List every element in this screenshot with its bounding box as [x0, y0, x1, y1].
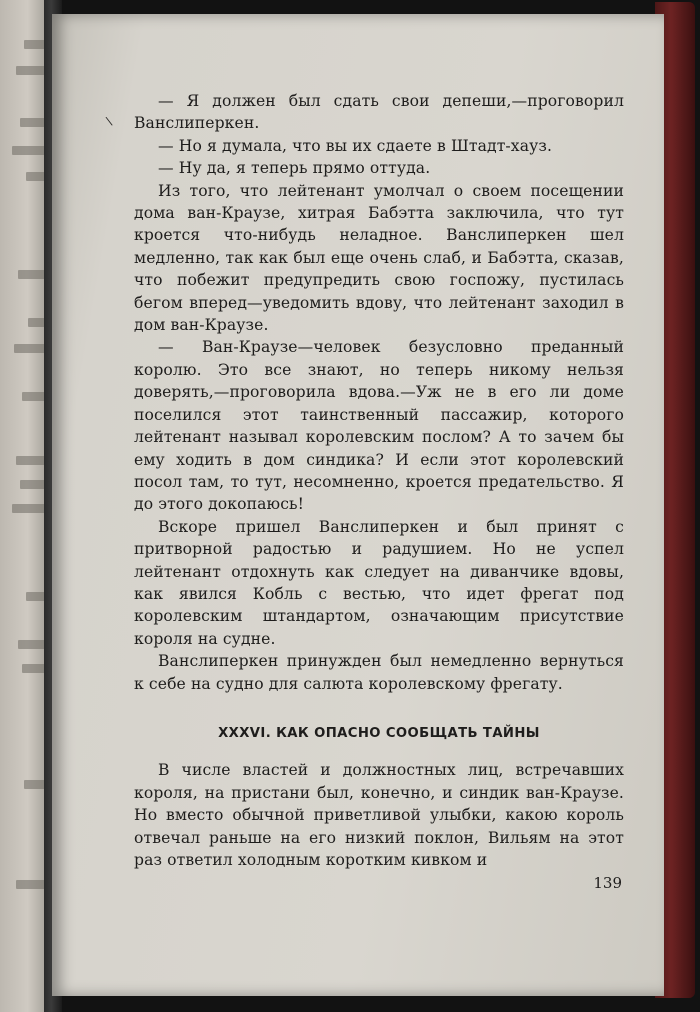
- paragraph: Из того, что лейтенант умолчал о своем посещении дома ван-Краузе, хитрая Бабэтта заключила, что тут кроется что-нибудь неладное. Ванслиперкен шел медленно, так как был еще очень слаб, и Бабэтта, сказав, что побежит предупредить свою госпожу, пустилась бегом вперед—уведомить вдову, что лейтенант заходил в дом ван-Краузе.: [134, 181, 624, 335]
- pencil-tick-mark: \: [104, 113, 114, 129]
- book-page: [52, 14, 664, 996]
- page-number: 139: [593, 874, 622, 892]
- paragraph: — Я должен был сдать свои депеши,—проговорил Ванслиперкен.: [134, 92, 624, 133]
- paragraph: — Ну да, я теперь прямо оттуда.: [158, 159, 431, 178]
- page-text: [134, 90, 624, 871]
- paragraph: — Но я думала, что вы их сдаете в Штадт-хауз.: [158, 136, 553, 155]
- chapter-heading: XXXVI. КАК ОПАСНО СООБЩАТЬ ТАЙНЫ: [218, 725, 540, 741]
- paragraph: Ванслиперкен принужден был немедленно вернуться к себе на судно для салюта королевскому фрегату.: [134, 652, 624, 693]
- paragraph: — Ван-Краузе—человек безусловно преданный королю. Это все знают, но теперь никому нельзя доверять,—проговорила вдова.—Уж не в его ли доме поселился этот таинственный пассажир, которого лейтенант называл королевским послом? А то зачем бы ему ходить в дом синдика? И если этот королевский посол там, то тут, несомненно, кроется предательство. Я до этого докопаюсь!: [134, 338, 624, 514]
- facing-page-edge: [0, 0, 46, 1012]
- paragraph: В числе властей и должностных лиц, встречавших короля, на пристани был, конечно, и синдик ван-Краузе. Но вместо обычной приветливой улыбки, какою король отвечал раньше на его низкий поклон, Вильям на этот раз ответил холодным коротким кивком и: [134, 761, 624, 869]
- paragraph: Вскоре пришел Ванслиперкен и был принят с притворной радостью и радушием. Но не успел лейтенант отдохнуть как следует на диванчике вдовы, как явился Кобль с вестью, что идет фрегат под королевским штандартом, означающим присутствие короля на судне.: [134, 517, 624, 648]
